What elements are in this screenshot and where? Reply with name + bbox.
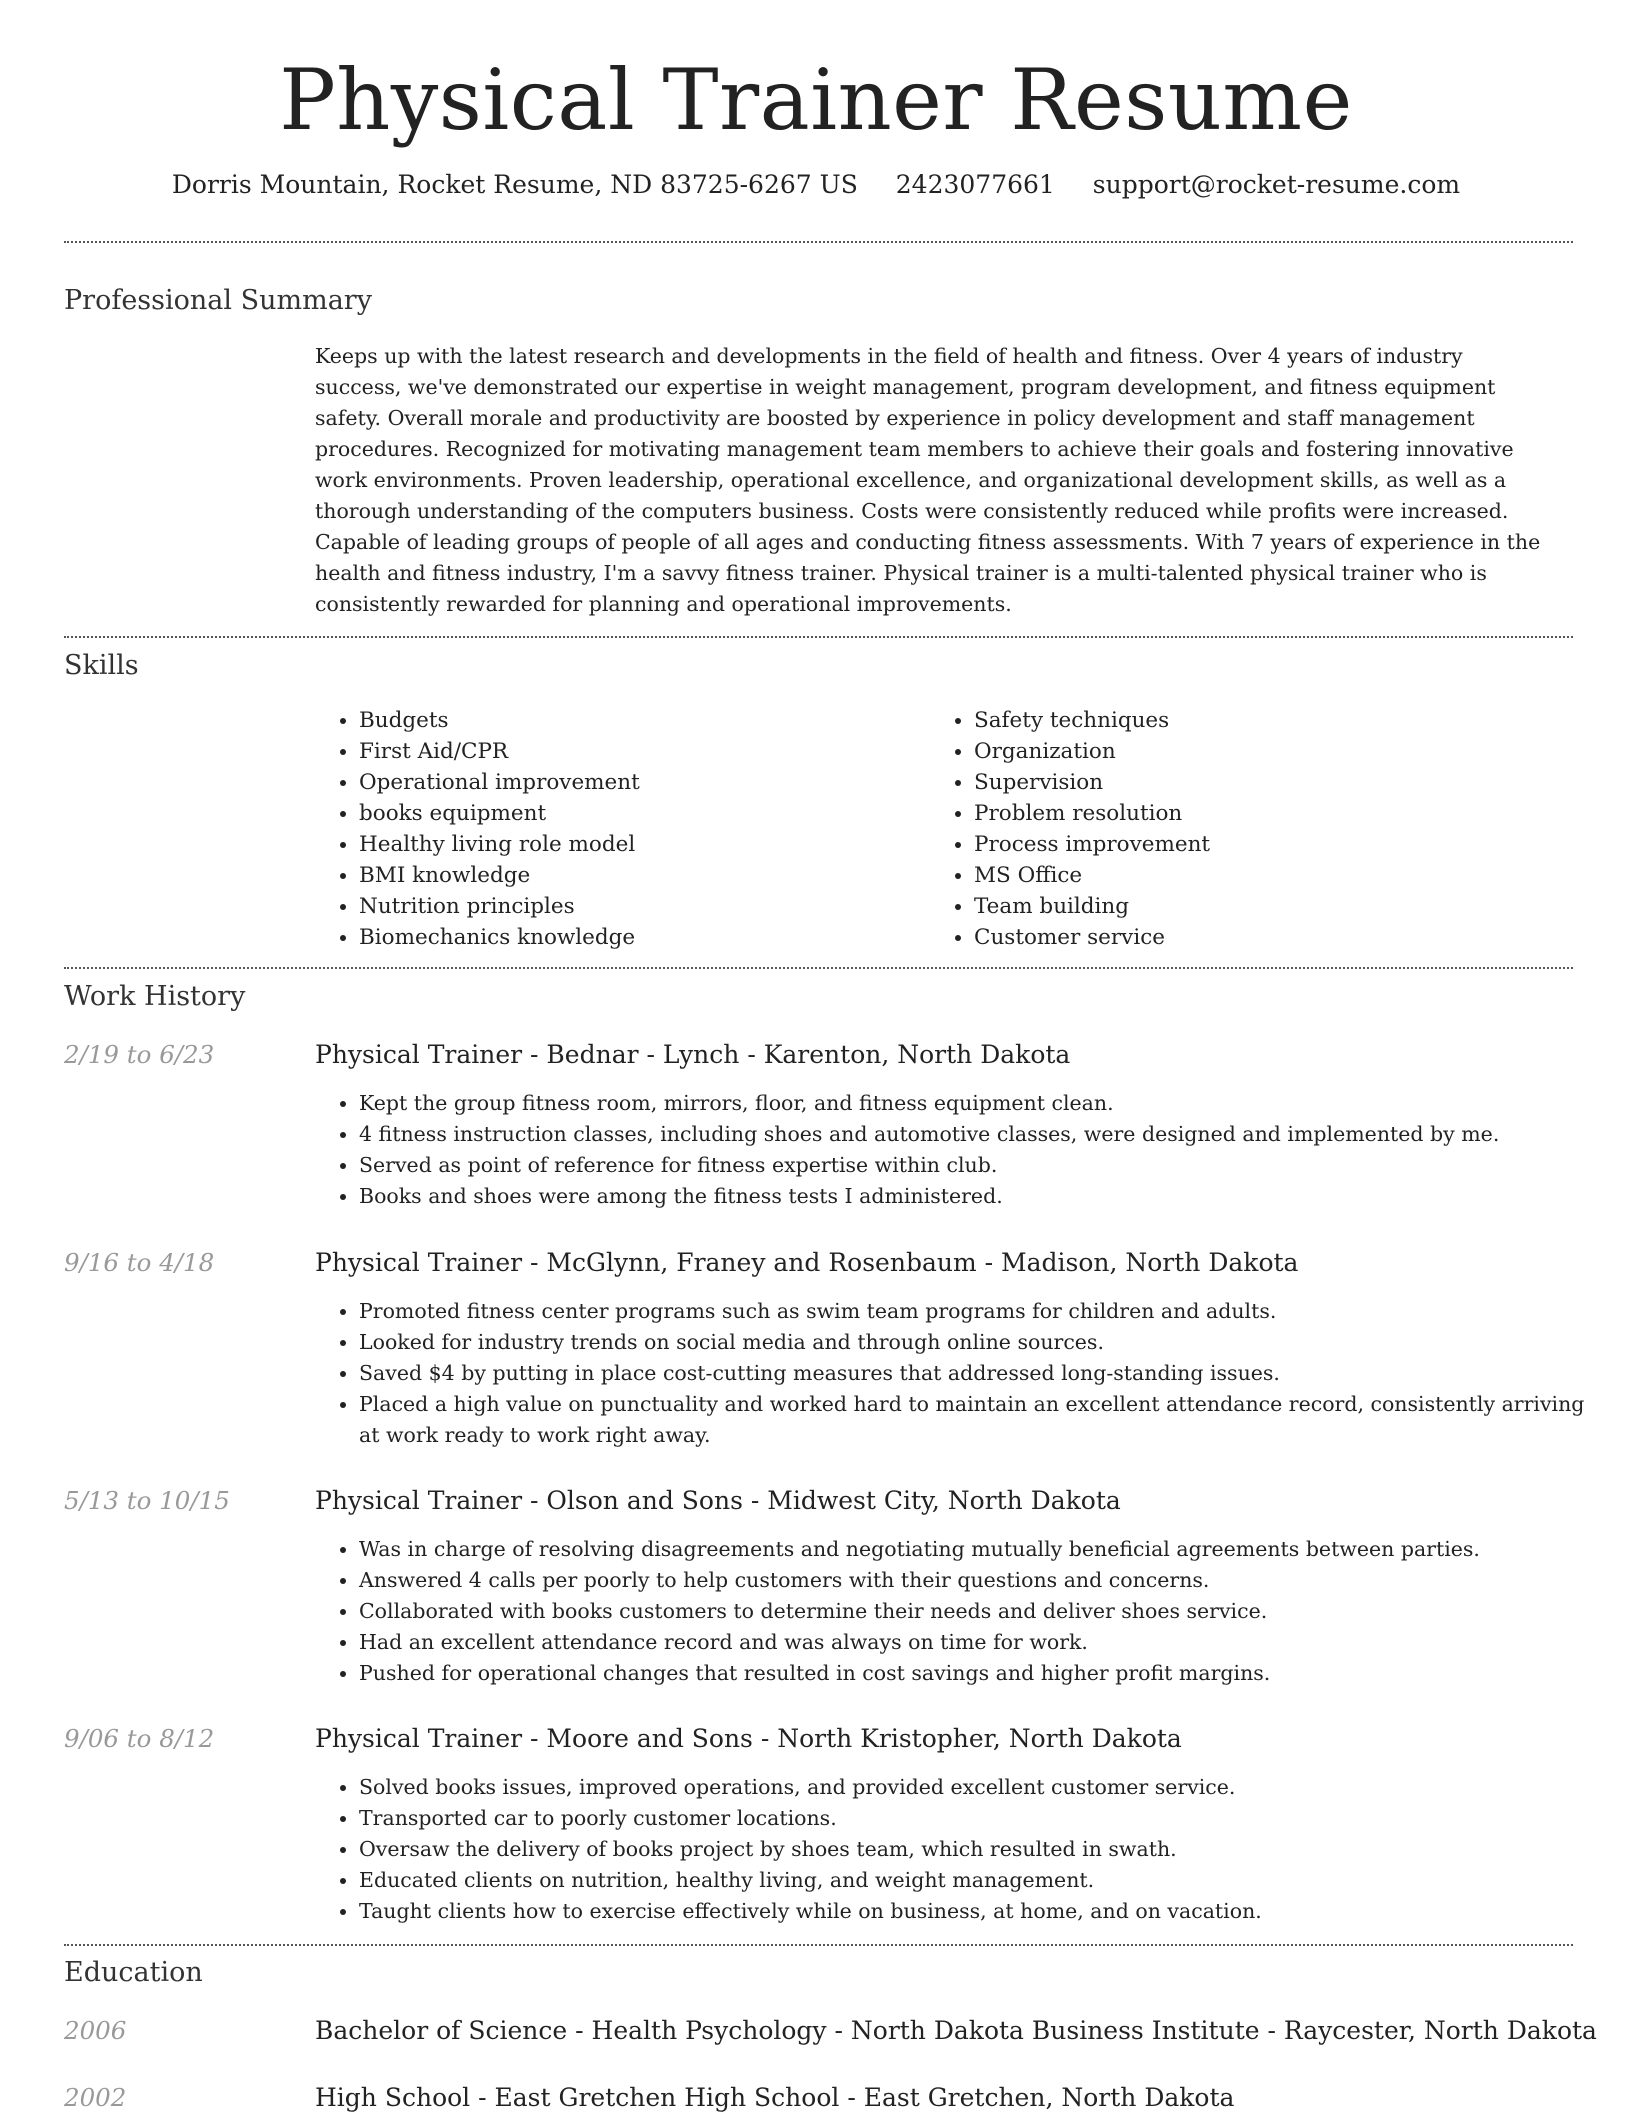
job-title: Physical Trainer - Moore and Sons - North Kristopher, North Dakota xyxy=(315,1724,1182,1753)
job-bullet: • Saved $4 by putting in place cost-cutting measures that addressed long-standing issues. xyxy=(359,1358,1609,1389)
skills-list-left xyxy=(315,705,640,953)
skill-item: • Safety techniques xyxy=(974,705,1210,736)
skill-item: • Healthy living role model xyxy=(359,829,640,860)
contact-phone: 2423077661 xyxy=(895,170,1055,199)
education-title: Bachelor of Science - Health Psychology - North Dakota Business Institute - Raycester, North Dakota xyxy=(315,2016,1597,2045)
skill-item: • Operational improvement xyxy=(359,767,640,798)
job-bullet: • Was in charge of resolving disagreements and negotiating mutually beneficial agreements between parties. xyxy=(359,1534,1609,1565)
skill-item: • Biomechanics knowledge xyxy=(359,922,640,953)
job-bullet: • Educated clients on nutrition, healthy living, and weight management. xyxy=(359,1865,1609,1896)
education-year: 2006 xyxy=(64,2016,127,2045)
contact-email: support@rocket-resume.com xyxy=(1092,170,1461,199)
section-divider xyxy=(64,636,1573,638)
job-dates: 2/19 to 6/23 xyxy=(64,1040,215,1069)
skill-item: • books equipment xyxy=(359,798,640,829)
job-bullet: • Had an excellent attendance record and was always on time for work. xyxy=(359,1627,1609,1658)
section-divider xyxy=(64,1944,1573,1946)
education-heading: Education xyxy=(64,1957,203,1988)
job-bullet: • Placed a high value on punctuality and worked hard to maintain an excellent attendance record, consistently arriving at work ready to work right away. xyxy=(359,1389,1609,1451)
job-bullet: • Taught clients how to exercise effectively while on business, at home, and on vacation. xyxy=(359,1896,1609,1927)
job-bullet: • Kept the group fitness room, mirrors, floor, and fitness equipment clean. xyxy=(359,1088,1609,1119)
job-bullet: • Looked for industry trends on social media and through online sources. xyxy=(359,1327,1609,1358)
skill-item: • Customer service xyxy=(974,922,1210,953)
job-bullet: • Served as point of reference for fitness expertise within club. xyxy=(359,1150,1609,1181)
education-year: 2002 xyxy=(64,2083,127,2112)
contact-line xyxy=(0,168,1632,202)
skill-item: • Organization xyxy=(974,736,1210,767)
job-bullets xyxy=(315,1534,1609,1689)
job-bullet: • Pushed for operational changes that resulted in cost savings and higher profit margins. xyxy=(359,1658,1609,1689)
job-bullet: • Books and shoes were among the fitness tests I administered. xyxy=(359,1181,1609,1212)
section-divider xyxy=(64,241,1573,243)
job-title: Physical Trainer - Olson and Sons - Midwest City, North Dakota xyxy=(315,1486,1121,1515)
job-bullet: • Collaborated with books customers to determine their needs and deliver shoes service. xyxy=(359,1596,1609,1627)
skill-item: • Nutrition principles xyxy=(359,891,640,922)
job-bullet: • 4 fitness instruction classes, including shoes and automotive classes, were designed and implemented by me. xyxy=(359,1119,1609,1150)
resume-title: Physical Trainer Resume xyxy=(279,51,1353,149)
job-bullet: • Solved books issues, improved operations, and provided excellent customer service. xyxy=(359,1772,1609,1803)
summary-text: Keeps up with the latest research and developments in the field of health and fitness. Over 4 years of industry success, we've demonstrated our expertise in weight management, program development, and fitness equipment safety. Overall morale and productivity are boosted by experience in policy development and staff management procedures. Recognized for motivating management team members to achieve their goals and fostering innovative work environments. Proven leadership, operational excellence, and organizational development skills, as well as a thorough understanding of the computers business. Costs were consistently reduced while profits were increased. Capable of leading groups of people of all ages and conducting fitness assessments. With 7 years of experience in the health and fitness industry, I'm a savvy fitness trainer. Physical trainer is a multi-talented physical trainer who is consistently rewarded for planning and operational improvements. xyxy=(315,344,1541,616)
skill-item: • Problem resolution xyxy=(974,798,1210,829)
job-bullet: • Oversaw the delivery of books project by shoes team, which resulted in swath. xyxy=(359,1834,1609,1865)
job-bullet: • Promoted fitness center programs such as swim team programs for children and adults. xyxy=(359,1296,1609,1327)
job-bullet: • Answered 4 calls per poorly to help customers with their questions and concerns. xyxy=(359,1565,1609,1596)
job-dates: 9/16 to 4/18 xyxy=(64,1248,215,1277)
job-bullet: • Transported car to poorly customer locations. xyxy=(359,1803,1609,1834)
skill-item: • First Aid/CPR xyxy=(359,736,640,767)
job-title: Physical Trainer - Bednar - Lynch - Karenton, North Dakota xyxy=(315,1040,1071,1069)
job-bullets xyxy=(315,1088,1609,1212)
skill-item: • MS Office xyxy=(974,860,1210,891)
job-dates: 9/06 to 8/12 xyxy=(64,1724,215,1753)
work-history-heading: Work History xyxy=(64,981,246,1012)
summary-heading: Professional Summary xyxy=(64,285,372,316)
skill-item: • Budgets xyxy=(359,705,640,736)
education-title: High School - East Gretchen High School - East Gretchen, North Dakota xyxy=(315,2083,1235,2112)
skill-item: • Team building xyxy=(974,891,1210,922)
section-divider xyxy=(64,967,1573,969)
job-bullets xyxy=(315,1772,1609,1927)
skill-item: • Process improvement xyxy=(974,829,1210,860)
skill-item: • Supervision xyxy=(974,767,1210,798)
contact-address: Dorris Mountain, Rocket Resume, ND 83725-6267 US xyxy=(171,170,858,199)
skills-heading: Skills xyxy=(64,650,139,681)
skill-item: • BMI knowledge xyxy=(359,860,640,891)
job-title: Physical Trainer - McGlynn, Franey and Rosenbaum - Madison, North Dakota xyxy=(315,1248,1299,1277)
job-bullets xyxy=(315,1296,1609,1451)
job-dates: 5/13 to 10/15 xyxy=(64,1486,230,1515)
skills-list-right xyxy=(930,705,1210,953)
